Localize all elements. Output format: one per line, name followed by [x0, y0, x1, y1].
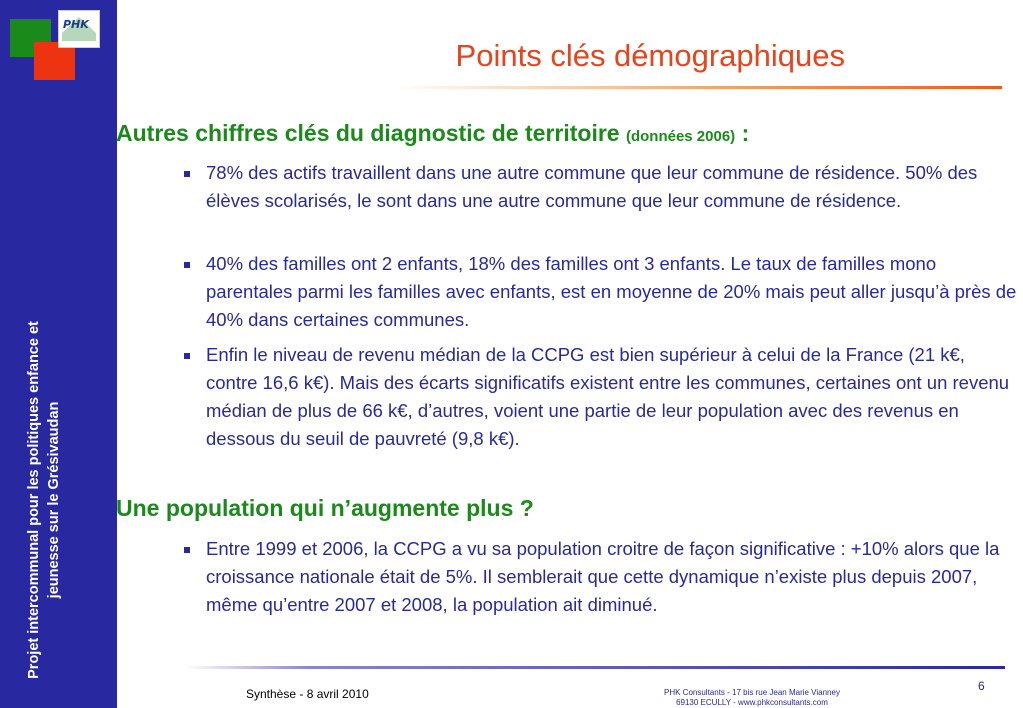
page-number: 6 — [978, 679, 985, 693]
section2-heading-text: Une population qui n’augmente plus ? — [116, 495, 534, 521]
section1-heading-text: Autres chiffres clés du diagnostic de territoire — [116, 120, 620, 146]
footer-date: Synthèse - 8 avril 2010 — [246, 687, 369, 701]
footer-address-line1: PHK Consultants - 17 bis rue Jean Marie Vianney — [664, 688, 840, 697]
section1-note: (données 2006) — [625, 128, 736, 145]
bullet-icon — [184, 353, 190, 359]
section-heading-1 — [93, 120, 749, 147]
square-bullet-icon — [93, 500, 108, 515]
bullet-text: 78% des actifs travaillent dans une autre commune que leur commune de résidence. 50% des élèves scolarisés, le sont dans une autre commune que leur commune de résidence. — [206, 162, 978, 211]
list-item — [206, 250, 1018, 334]
phk-logo — [58, 10, 100, 48]
bullet-icon — [184, 547, 190, 553]
bullet-text: Entre 1999 et 2006, la CCPG a vu sa population croitre de façon significative : +10% alors que la croissance nationale était de 5%. Il semblerait que cette dynamique n’existe plus depuis 2007, même qu’entre 2007 et 2008, la population ait diminué. — [206, 538, 1000, 615]
footer-address-line2: 69130 ECULLY - www.phkconsultants.com — [676, 698, 828, 707]
sidebar-project-title: Projet intercommunal pour les politiques enfance et jeunesse sur le Grésivaudan — [26, 321, 62, 679]
bullet-text: 40% des familles ont 2 enfants, 18% des familles ont 3 enfants. Le taux de familles mono parentales parmi les familles avec enfants, est en moyenne de 20% mais peut aller jusqu’à près de 40% dans certaines communes. — [206, 253, 1017, 330]
section-heading-2 — [93, 495, 534, 522]
list-item — [206, 535, 1018, 619]
bullet-icon — [184, 171, 190, 177]
footer-address — [664, 688, 840, 708]
logo-text: PHK — [63, 18, 89, 31]
list-item — [206, 159, 1018, 215]
list-item — [206, 341, 1018, 453]
title-divider — [390, 86, 1002, 89]
bullet-icon — [184, 262, 190, 268]
section1-colon: : — [741, 120, 750, 146]
bullet-text: Enfin le niveau de revenu médian de la CCPG est bien supérieur à celui de la France (21 k€, contre 16,6 k€). Mais des écarts significatifs existent entre les communes, certaines ont un revenu médian de plus de 66 k€, d’autres, voient une partie de leur population avec des revenus en dessous du seuil de pauvreté (9,8 k€). — [206, 344, 1010, 449]
footer-divider — [185, 666, 1005, 669]
phk-logo-icon — [59, 11, 99, 47]
square-bullet-icon — [93, 125, 108, 140]
page-title: Points clés démographiques — [455, 38, 845, 73]
